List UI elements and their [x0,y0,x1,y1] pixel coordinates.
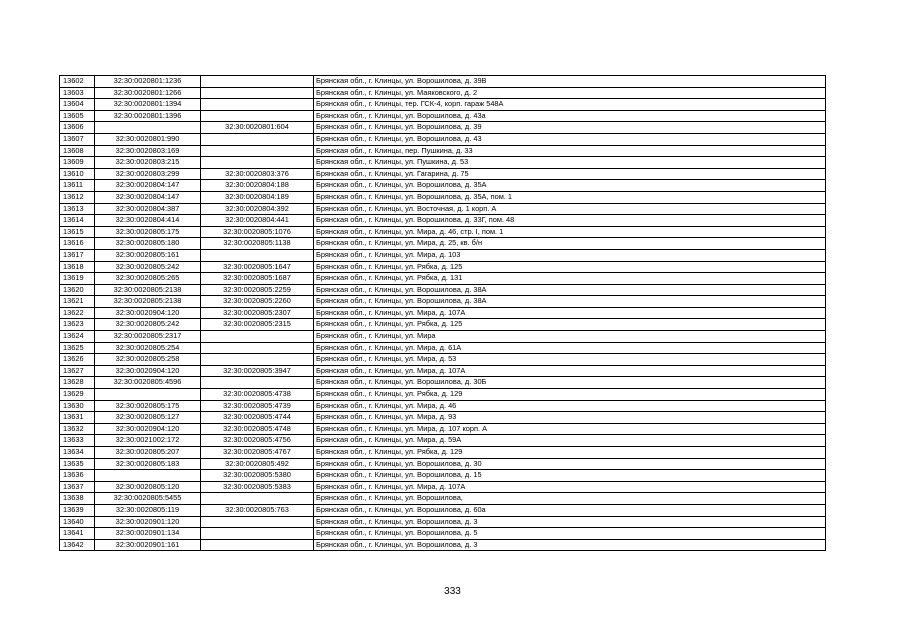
row-number-cell: 13604 [60,99,95,111]
related-cadastral-number-cell: 32:30:0020804:188 [201,180,314,192]
address-cell: Брянская обл., г. Клинцы, ул. Ворошилова, д. 39В [314,76,826,88]
table-row [60,423,826,435]
row-number-cell: 13602 [60,76,95,88]
related-cadastral-number-cell: 32:30:0020805:1076 [201,226,314,238]
address-cell: Брянская обл., г. Клинцы, ул. Ворошилова, д. 43 [314,133,826,145]
cadastral-number-cell: 32:30:0020805:4596 [95,377,201,389]
table-body [60,76,826,551]
related-cadastral-number-cell [201,354,314,366]
row-number-cell: 13636 [60,470,95,482]
address-cell: Брянская обл., г. Клинцы, ул. Мира, д. 61А [314,342,826,354]
related-cadastral-number-cell: 32:30:0020805:2259 [201,284,314,296]
related-cadastral-number-cell: 32:30:0020805:1647 [201,261,314,273]
address-cell: Брянская обл., г. Клинцы, ул. Ворошилова, д. 15 [314,470,826,482]
cadastral-number-cell: 32:30:0020801:1396 [95,110,201,122]
address-cell: Брянская обл., г. Клинцы, ул. Мира, д. 103 [314,249,826,261]
table-row [60,168,826,180]
table-row [60,528,826,540]
table-row [60,296,826,308]
table-row [60,122,826,134]
cadastral-number-cell: 32:30:0020901:161 [95,539,201,551]
cadastral-number-cell: 32:30:0020805:175 [95,226,201,238]
table-row [60,412,826,424]
row-number-cell: 13635 [60,458,95,470]
table-row [60,458,826,470]
row-number-cell: 13618 [60,261,95,273]
row-number-cell: 13610 [60,168,95,180]
cadastral-number-cell: 32:30:0020805:265 [95,273,201,285]
row-number-cell: 13631 [60,412,95,424]
related-cadastral-number-cell: 32:30:0020805:763 [201,504,314,516]
table-row [60,389,826,401]
related-cadastral-number-cell: 32:30:0020805:3947 [201,365,314,377]
cadastral-number-cell: 32:30:0020901:134 [95,528,201,540]
cadastral-number-cell: 32:30:0020805:180 [95,238,201,250]
cadastral-number-cell: 32:30:0020904:120 [95,423,201,435]
table-row [60,400,826,412]
table-row [60,238,826,250]
related-cadastral-number-cell [201,87,314,99]
row-number-cell: 13633 [60,435,95,447]
cadastral-number-cell: 32:30:0020901:120 [95,516,201,528]
table-row [60,342,826,354]
cadastral-number-cell: 32:30:0020803:215 [95,157,201,169]
cadastral-number-cell: 32:30:0020805:175 [95,400,201,412]
table-row [60,99,826,111]
row-number-cell: 13640 [60,516,95,528]
cadastral-table [59,75,826,551]
table-row [60,191,826,203]
address-cell: Брянская обл., г. Клинцы, ул. Мира, д. 46, стр. I, пом. 1 [314,226,826,238]
address-cell: Брянская обл., г. Клинцы, ул. Ворошилова, д. 3 [314,516,826,528]
row-number-cell: 13616 [60,238,95,250]
cadastral-number-cell: 32:30:0020805:119 [95,504,201,516]
address-cell: Брянская обл., г. Клинцы, ул. Ворошилова, д. 35А [314,180,826,192]
row-number-cell: 13641 [60,528,95,540]
related-cadastral-number-cell [201,539,314,551]
table-row [60,133,826,145]
address-cell: Брянская обл., г. Клинцы, ул. Рябка, д. 129 [314,447,826,459]
cadastral-number-cell: 32:30:0020805:183 [95,458,201,470]
cadastral-number-cell: 32:30:0020904:120 [95,365,201,377]
address-cell: Брянская обл., г. Клинцы, ул. Мира [314,331,826,343]
address-cell: Брянская обл., г. Клинцы, ул. Мира, д. 93 [314,412,826,424]
related-cadastral-number-cell: 32:30:0020801:604 [201,122,314,134]
cadastral-number-cell: 32:30:0020804:147 [95,191,201,203]
row-number-cell: 13638 [60,493,95,505]
table-row [60,377,826,389]
table-row [60,319,826,331]
related-cadastral-number-cell [201,249,314,261]
related-cadastral-number-cell [201,493,314,505]
row-number-cell: 13615 [60,226,95,238]
related-cadastral-number-cell: 32:30:0020805:4744 [201,412,314,424]
cadastral-number-cell: 32:30:0020801:1236 [95,76,201,88]
related-cadastral-number-cell: 32:30:0020805:5380 [201,470,314,482]
table-row [60,331,826,343]
row-number-cell: 13607 [60,133,95,145]
cadastral-number-cell: 32:30:0020803:169 [95,145,201,157]
address-cell: Брянская обл., г. Клинцы, ул. Рябка, д. 125 [314,319,826,331]
address-cell: Брянская обл., г. Клинцы, ул. Ворошилова, д. 30Б [314,377,826,389]
row-number-cell: 13612 [60,191,95,203]
table-row [60,157,826,169]
address-cell: Брянская обл., г. Клинцы, ул. Ворошилова, д. 38А [314,296,826,308]
table-row [60,365,826,377]
cadastral-number-cell: 32:30:0020805:254 [95,342,201,354]
address-cell: Брянская обл., г. Клинцы, тер. ГСК-4, корп. гараж 548А [314,99,826,111]
table-row [60,145,826,157]
row-number-cell: 13617 [60,249,95,261]
address-cell: Брянская обл., г. Клинцы, пер. Пушкина, д. 33 [314,145,826,157]
row-number-cell: 13606 [60,122,95,134]
cadastral-number-cell: 32:30:0021002:172 [95,435,201,447]
table-row [60,226,826,238]
address-cell: Брянская обл., г. Клинцы, ул. Мира, д. 25, кв. б/н [314,238,826,250]
row-number-cell: 13637 [60,481,95,493]
address-cell: Брянская обл., г. Клинцы, ул. Ворошилова, д. 43а [314,110,826,122]
related-cadastral-number-cell: 32:30:0020805:4748 [201,423,314,435]
related-cadastral-number-cell [201,331,314,343]
address-cell: Брянская обл., г. Клинцы, ул. Мира, д. 107А [314,481,826,493]
cadastral-number-cell: 32:30:0020805:242 [95,261,201,273]
row-number-cell: 13625 [60,342,95,354]
table-row [60,249,826,261]
cadastral-number-cell: 32:30:0020803:299 [95,168,201,180]
related-cadastral-number-cell: 32:30:0020805:492 [201,458,314,470]
cadastral-number-cell [95,389,201,401]
related-cadastral-number-cell: 32:30:0020805:1687 [201,273,314,285]
table-row [60,87,826,99]
related-cadastral-number-cell [201,516,314,528]
row-number-cell: 13639 [60,504,95,516]
related-cadastral-number-cell [201,76,314,88]
related-cadastral-number-cell: 32:30:0020805:4738 [201,389,314,401]
table-row [60,180,826,192]
table-row [60,354,826,366]
row-number-cell: 13628 [60,377,95,389]
row-number-cell: 13624 [60,331,95,343]
address-cell: Брянская обл., г. Клинцы, ул. Мира, д. 107А [314,307,826,319]
address-cell: Брянская обл., г. Клинцы, ул. Ворошилова, д. 35А, пом. 1 [314,191,826,203]
cadastral-number-cell: 32:30:0020805:2138 [95,296,201,308]
address-cell: Брянская обл., г. Клинцы, ул. Ворошилова, д. 5 [314,528,826,540]
related-cadastral-number-cell: 32:30:0020805:2315 [201,319,314,331]
related-cadastral-number-cell [201,133,314,145]
address-cell: Брянская обл., г. Клинцы, ул. Гагарина, д. 75 [314,168,826,180]
related-cadastral-number-cell: 32:30:0020804:392 [201,203,314,215]
address-cell: Брянская обл., г. Клинцы, ул. Рябка, д. 125 [314,261,826,273]
address-cell: Брянская обл., г. Клинцы, ул. Ворошилова, д. 30 [314,458,826,470]
table-row [60,215,826,227]
address-cell: Брянская обл., г. Клинцы, ул. Мира, д. 59А [314,435,826,447]
table-row [60,273,826,285]
address-cell: Брянская обл., г. Клинцы, ул. Ворошилова, [314,493,826,505]
cadastral-number-cell: 32:30:0020801:1266 [95,87,201,99]
address-cell: Брянская обл., г. Клинцы, ул. Маяковского, д. 2 [314,87,826,99]
related-cadastral-number-cell: 32:30:0020805:2307 [201,307,314,319]
address-cell: Брянская обл., г. Клинцы, ул. Мира, д. 46 [314,400,826,412]
related-cadastral-number-cell [201,342,314,354]
row-number-cell: 13614 [60,215,95,227]
address-cell: Брянская обл., г. Клинцы, ул. Мира, д. 53 [314,354,826,366]
cadastral-number-cell: 32:30:0020805:2138 [95,284,201,296]
cadastral-number-cell: 32:30:0020805:120 [95,481,201,493]
table-row [60,110,826,122]
row-number-cell: 13621 [60,296,95,308]
cadastral-number-cell: 32:30:0020804:414 [95,215,201,227]
related-cadastral-number-cell [201,157,314,169]
table-row [60,493,826,505]
table-row [60,470,826,482]
row-number-cell: 13619 [60,273,95,285]
cadastral-number-cell: 32:30:0020805:242 [95,319,201,331]
row-number-cell: 13609 [60,157,95,169]
related-cadastral-number-cell: 32:30:0020803:376 [201,168,314,180]
related-cadastral-number-cell: 32:30:0020805:4756 [201,435,314,447]
cadastral-number-cell [95,122,201,134]
row-number-cell: 13623 [60,319,95,331]
row-number-cell: 13603 [60,87,95,99]
address-cell: Брянская обл., г. Клинцы, ул. Мира, д. 107 корп. А [314,423,826,435]
table-row [60,539,826,551]
table-row [60,307,826,319]
related-cadastral-number-cell [201,145,314,157]
row-number-cell: 13608 [60,145,95,157]
table-row [60,504,826,516]
table-row [60,203,826,215]
row-number-cell: 13622 [60,307,95,319]
row-number-cell: 13629 [60,389,95,401]
related-cadastral-number-cell: 32:30:0020805:5383 [201,481,314,493]
row-number-cell: 13642 [60,539,95,551]
address-cell: Брянская обл., г. Клинцы, ул. Ворошилова, д. 3 [314,539,826,551]
cadastral-number-cell: 32:30:0020805:207 [95,447,201,459]
cadastral-number-cell: 32:30:0020805:2317 [95,331,201,343]
cadastral-number-cell: 32:30:0020801:1394 [95,99,201,111]
address-cell: Брянская обл., г. Клинцы, ул. Рябка, д. 129 [314,389,826,401]
row-number-cell: 13626 [60,354,95,366]
related-cadastral-number-cell: 32:30:0020804:189 [201,191,314,203]
related-cadastral-number-cell [201,377,314,389]
cadastral-number-cell: 32:30:0020804:147 [95,180,201,192]
address-cell: Брянская обл., г. Клинцы, ул. Ворошилова, д. 33Г, пом. 48 [314,215,826,227]
table-row [60,435,826,447]
cadastral-number-cell: 32:30:0020804:387 [95,203,201,215]
cadastral-number-cell: 32:30:0020805:258 [95,354,201,366]
table-row [60,76,826,88]
row-number-cell: 13632 [60,423,95,435]
address-cell: Брянская обл., г. Клинцы, ул. Ворошилова, д. 60а [314,504,826,516]
cadastral-number-cell: 32:30:0020805:5455 [95,493,201,505]
related-cadastral-number-cell: 32:30:0020805:4767 [201,447,314,459]
address-cell: Брянская обл., г. Клинцы, ул. Восточная, д. 1 корп. А [314,203,826,215]
table-row [60,447,826,459]
row-number-cell: 13630 [60,400,95,412]
row-number-cell: 13605 [60,110,95,122]
row-number-cell: 13620 [60,284,95,296]
related-cadastral-number-cell [201,528,314,540]
cadastral-number-cell: 32:30:0020805:127 [95,412,201,424]
page-number: 333 [444,586,461,597]
table-row [60,481,826,493]
address-cell: Брянская обл., г. Клинцы, ул. Мира, д. 107А [314,365,826,377]
related-cadastral-number-cell: 32:30:0020804:441 [201,215,314,227]
address-cell: Брянская обл., г. Клинцы, ул. Рябка, д. 131 [314,273,826,285]
related-cadastral-number-cell: 32:30:0020805:4739 [201,400,314,412]
row-number-cell: 13611 [60,180,95,192]
cadastral-number-cell: 32:30:0020805:161 [95,249,201,261]
related-cadastral-number-cell [201,99,314,111]
cadastral-number-cell: 32:30:0020801:990 [95,133,201,145]
row-number-cell: 13634 [60,447,95,459]
address-cell: Брянская обл., г. Клинцы, ул. Пушкина, д. 53 [314,157,826,169]
row-number-cell: 13613 [60,203,95,215]
cadastral-number-cell: 32:30:0020904:120 [95,307,201,319]
cadastral-number-cell [95,470,201,482]
address-cell: Брянская обл., г. Клинцы, ул. Ворошилова, д. 39 [314,122,826,134]
table-row [60,516,826,528]
row-number-cell: 13627 [60,365,95,377]
related-cadastral-number-cell [201,110,314,122]
related-cadastral-number-cell: 32:30:0020805:2260 [201,296,314,308]
address-cell: Брянская обл., г. Клинцы, ул. Ворошилова, д. 38А [314,284,826,296]
table-row [60,261,826,273]
related-cadastral-number-cell: 32:30:0020805:1138 [201,238,314,250]
table-row [60,284,826,296]
